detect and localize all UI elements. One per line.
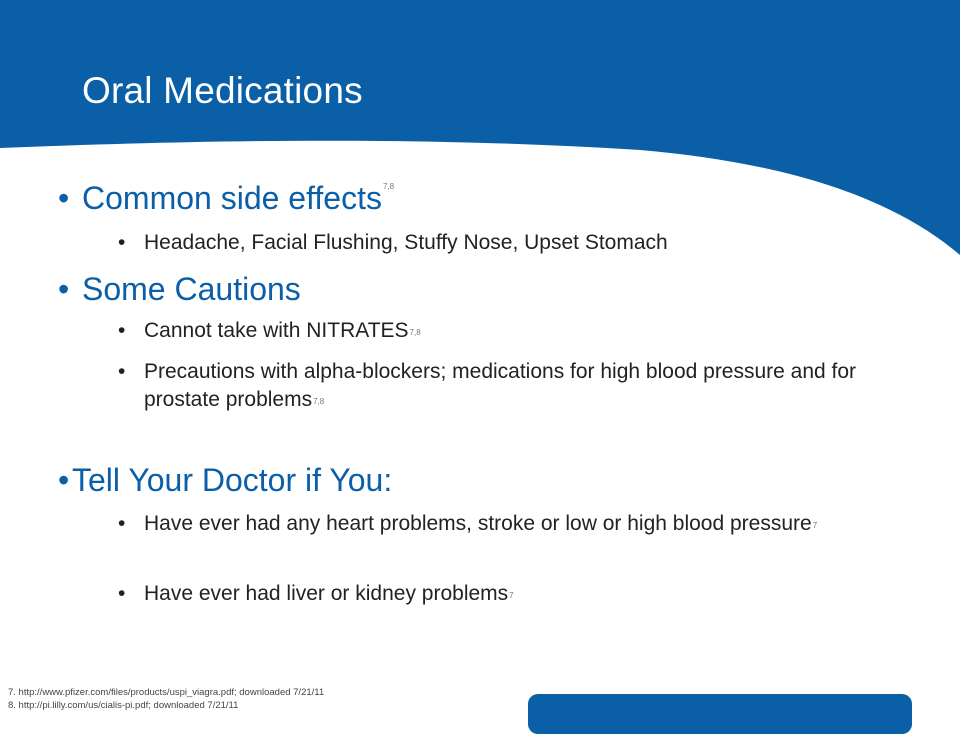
footnote: 7. http://www.pfizer.com/files/products/uspi_viagra.pdf; downloaded 7/21/11 bbox=[8, 687, 325, 698]
footnote: 8. http://pi.lilly.com/us/cialis-pi.pdf; downloaded 7/21/11 bbox=[8, 700, 239, 711]
reference-marker: 7,8 bbox=[409, 328, 421, 337]
footer-bar bbox=[528, 694, 912, 734]
bullet: • bbox=[118, 231, 126, 254]
list-item: • Have ever had any heart problems, stroke or low or high blood pressure$^7$ bbox=[118, 510, 898, 538]
reference-marker: 7,8 bbox=[382, 182, 395, 191]
bullet: • bbox=[118, 582, 126, 605]
section-heading-side-effects: • Common side effects$^{7,8}$ bbox=[58, 180, 395, 216]
list-item: • Precautions with alpha-blockers; medications for high blood pressure and for prostate problems$^{7,8}$ bbox=[118, 360, 857, 411]
bullet: • bbox=[118, 319, 126, 342]
list-item: • Have ever had liver or kidney problems$^7$ bbox=[118, 580, 898, 608]
section-heading-tell-doctor: •Tell Your Doctor if You: bbox=[58, 462, 393, 498]
bullet: • bbox=[58, 271, 70, 307]
reference-marker: 7 bbox=[509, 591, 514, 600]
bullet: • bbox=[118, 360, 126, 383]
list-item: • Cannot take with NITRATES$^{7,8}$ bbox=[118, 317, 898, 345]
list-item: • Headache, Facial Flushing, Stuffy Nose, Upset Stomach bbox=[118, 229, 898, 257]
footnotes bbox=[8, 686, 324, 712]
slide-title: Oral Medications bbox=[82, 70, 363, 111]
reference-marker: 7 bbox=[812, 521, 818, 530]
bullet: • bbox=[58, 462, 70, 498]
bullet: • bbox=[118, 512, 126, 535]
reference-marker: 7,8 bbox=[313, 397, 325, 406]
section-heading-cautions: • Some Cautions bbox=[58, 271, 301, 307]
bullet: • bbox=[58, 180, 70, 216]
